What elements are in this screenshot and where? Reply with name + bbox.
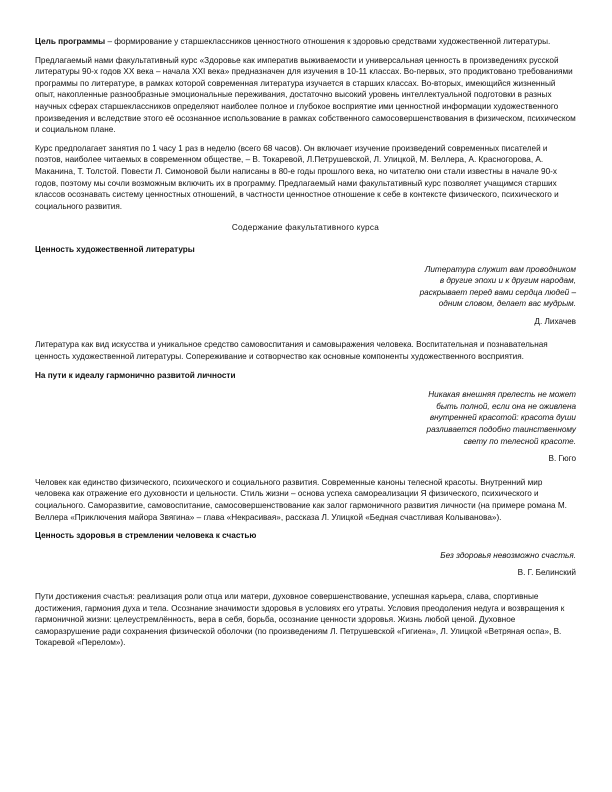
epigraph-line: Литература служит вам проводником [424, 264, 576, 274]
goal-text: – формирование у старшеклассников ценностного отношения к здоровью средствами художественной литературы. [105, 37, 551, 46]
intro-paragraph-1: Предлагаемый нами факультативный курс «Здоровье как императив выживаемости и универсальная ценность в произведениях русской литературы 90-х годов XX века – начала XXI века» предназначен для изучения в 10-11 классах. Во-первых, это продиктовано требованиями программы по литературе, в рамках которой современная литература изучается в старших классах. Во-вторых, имеющийся жизненный опыт, накопленные разнообразные эмоциональные переживания, достаточно высокий уровень интеллектуальной подготовки в разных научных сферах старшеклассников определяют наиболее полное и глубокое восприятие ими ценностной информации художественного произведения и вследствие этого её осознанное использование в рамках собственного самосовершенствования в физическом, психическом и социальном плане. [35, 55, 576, 135]
epigraph-line: свету по телесной красоте. [463, 436, 576, 446]
epigraph-line: Без здоровья невозможно счастья. [440, 550, 576, 560]
epigraph-line: раскрывает перед вами сердца людей – [419, 287, 576, 297]
epigraph-line: Никакая внешняя прелесть не может [428, 390, 576, 400]
epigraph-line: в другие эпохи и к другим народам, [439, 276, 576, 286]
document-body [35, 36, 576, 656]
section-heading-harmony: На пути к идеалу гармонично развитой личности [35, 370, 236, 380]
goal-paragraph [35, 36, 576, 48]
epigraph-author: В. Г. Белинский [517, 568, 576, 578]
epigraph-hugo [35, 389, 576, 447]
intro-paragraph-2: Курс предполагает занятия по 1 часу 1 раз в неделю (всего 68 часов). Он включает изучение произведений современных писателей и поэтов, наиболее читаемых в современном обществе, – В. Токаревой, Л.Петрушевской, Л. Улицкой, М. Веллера, А. Красногорова, А. Маканина, Т. Толстой. Повести Л. Симоновой были написаны в 80-е годы прошлого века, но читателю они стали известны в начале 90-х годов, поэтому мы сочли возможным включить их в программу. Предлагаемый нами факультативный курс позволяет учащимся старших классов осознавать систему ценностных отношений, в частности ценностное отношение к себе в контексте физического, психического и социального развития. [35, 143, 559, 211]
epigraph-likhachev [35, 264, 576, 310]
goal-label: Цель программы [35, 37, 106, 46]
contents-title: Содержание факультативного курса [231, 223, 380, 233]
section-heading-literature: Ценность художественной литературы [35, 244, 195, 254]
epigraph-line: одним словом, делает вас мудрым. [438, 299, 576, 309]
section-body: Литература как вид искусства и уникальное средство самовоспитания и самовыражения человека. Воспитательная и познавательная ценность художественной литературы. Сопереживание и сотворчество как основные компоненты художественного восприятия. [35, 340, 548, 362]
epigraph-line: внутренней красотой: красота души [429, 413, 576, 423]
section-heading-health-happiness: Ценность здоровья в стремлении человека к счастью [35, 531, 257, 541]
section-body: Пути достижения счастья: реализация роли отца или матери, духовное совершенствование, успешная карьера, слава, спортивные достижения, гармония духа и тела. Осознание значимости здоровья в условиях его утраты. Условия преодоления недуга и возвращения к гармоничной жизни: целеустремлённость, вера в себя, борьба, осознание ценности здоровья. Жизнь любой ценой. Духовное саморазрушение ради сохранения физической оболочки (по произведениям Л. Петрушевской «Гигиена», Л. Улицкой «Ветряная оспа», В. Токаревой «Перелом»). [35, 591, 565, 648]
epigraph-author: Д. Лихачев [534, 316, 576, 326]
epigraph-belinsky [35, 550, 576, 562]
section-body: Человек как единство физического, психического и социального развития. Современные каноны телесной красоты. Внутренний мир человека как отражение его духовности и цельности. Стиль жизни – основа успеха самореализации Я физического, психического и социального. Саморазвитие, самовоспитание, самосовершенствование как залог гармоничного развития личности (на примере романа М. Веллера «Приключения майора Звягина» – глава «Некрасивая», рассказа Л. Улицкой «Бедная счастливая Колыванова»). [35, 477, 567, 522]
epigraph-author: В. Гюго [548, 454, 576, 464]
epigraph-line: разливается подобно таинственному [426, 425, 576, 435]
epigraph-line: быть полной, если она не оживлена [436, 401, 576, 411]
